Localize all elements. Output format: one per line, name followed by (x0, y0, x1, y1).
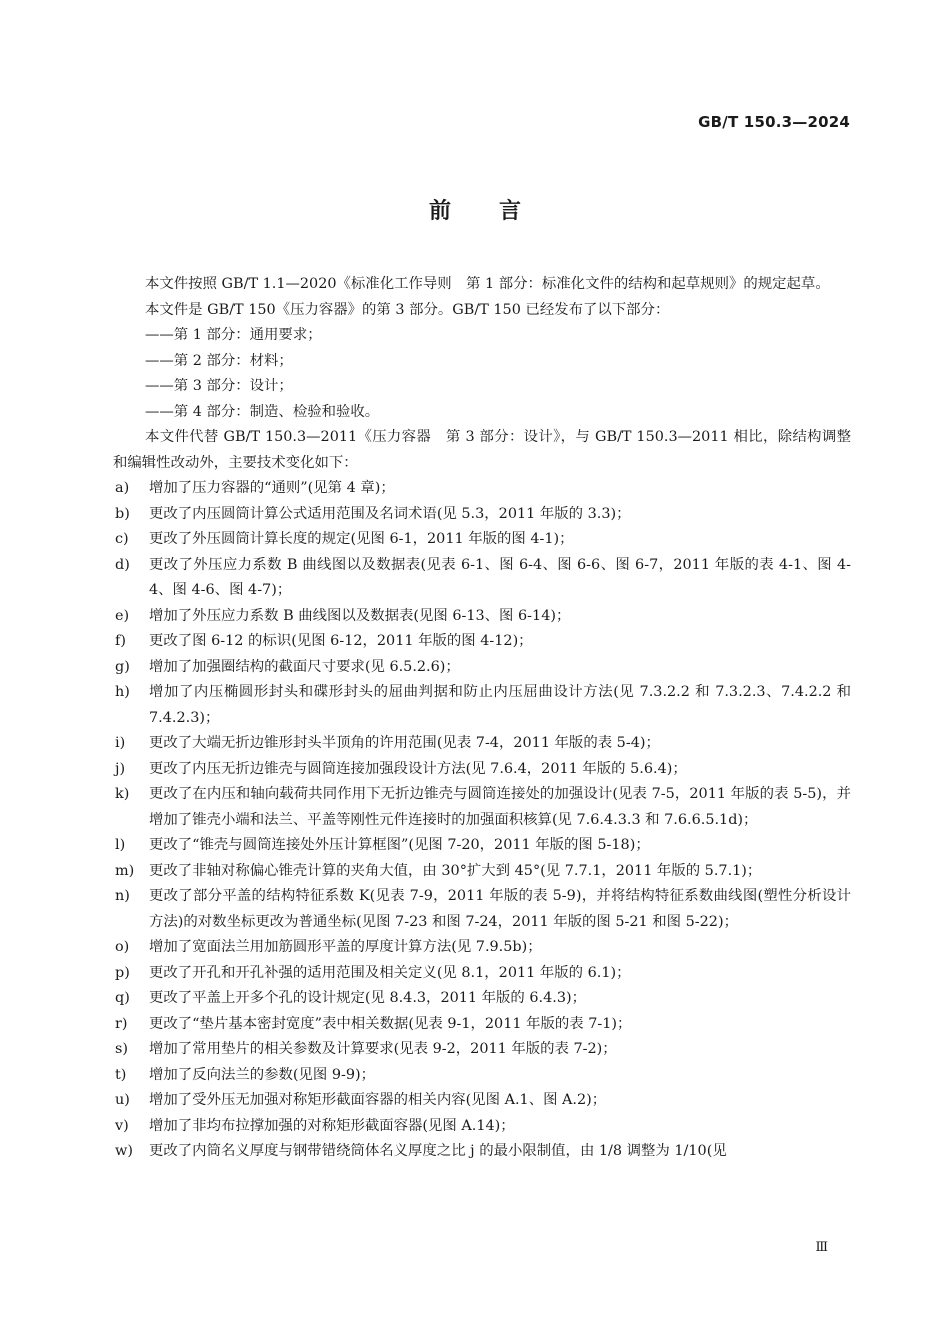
change-item-label: i) (115, 735, 126, 751)
page-number: Ⅲ (815, 1240, 828, 1255)
change-list-item (113, 553, 851, 604)
change-list-item (113, 859, 851, 885)
change-item-text: 更改了内压圆筒计算公式适用范围及名词术语(见 5.3，2011 年版的 3.3)； (149, 505, 631, 522)
change-item-label: g) (115, 658, 130, 675)
change-item-text: 更改了外压圆筒计算长度的规定(见图 6-1，2011 年版的图 4-1)； (149, 531, 574, 547)
change-item-label: h) (115, 684, 130, 700)
change-item-text: 增加了压力容器的“通则”(见第 4 章)； (149, 480, 395, 496)
change-list-item (113, 782, 851, 833)
change-list-item (113, 1037, 851, 1063)
change-item-label: n) (115, 888, 130, 904)
change-item-text: 更改了大端无折边锥形封头半顶角的许用范围(见表 7-4，2011 年版的表 5-4)； (149, 735, 660, 751)
document-body (113, 272, 851, 1165)
change-item-label: v) (115, 1117, 129, 1134)
paragraph-drafting-basis: 本文件按照 GB/T 1.1—2020《标准化工作导则 第 1 部分：标准化文件的结构和起草规则》的规定起草。 (145, 276, 830, 292)
change-item-label: q) (115, 990, 130, 1006)
change-item-label: r) (115, 1015, 128, 1032)
part-list-item: ——第 1 部分：通用要求； (145, 327, 322, 343)
page-title: 前言 (428, 199, 569, 224)
change-item-text: 更改了内筒名义厚度与钢带错绕筒体名义厚度之比 j 的最小限制值，由 1/8 调整为 1/10(见 (149, 1143, 727, 1159)
change-list-item (113, 680, 851, 731)
change-item-text: 更改了非轴对称偏心锥壳计算的夹角大值，由 30°扩大到 45°(见 7.7.1，2011 年版的 5.7.1)； (149, 862, 762, 879)
change-list-item (113, 1063, 851, 1089)
change-item-text: 更改了在内压和轴向载荷共同作用下无折边锥壳与圆筒连接处的加强设计(见表 7-5，2011 年版的表 5-5)，并增加了锥壳小端和法兰、平盖等刚性元件连接时的加强面积核算(见 7.6.4.3.3 和 7.6.6.5.1d)； (149, 786, 851, 828)
change-item-text: 更改了开孔和开孔补强的适用范围及相关定义(见 8.1，2011 年版的 6.1)； (149, 964, 631, 981)
change-list-item (113, 476, 851, 502)
change-item-label: p) (115, 964, 130, 981)
change-item-label: a) (115, 480, 130, 496)
change-item-text: 更改了部分平盖的结构特征系数 K(见表 7-9，2011 年版的表 5-9)，并将结构特征系数曲线图(塑性分析设计方法)的对数坐标更改为普通坐标(见图 7-23 和图 7-24，2011 年版的图 5-21 和图 5-22)； (149, 888, 851, 930)
change-item-label: t) (115, 1066, 127, 1083)
change-list-item (113, 502, 851, 528)
technical-changes-list (113, 476, 851, 1165)
change-item-label: b) (115, 505, 130, 522)
change-item-text: 增加了非均布拉撑加强的对称矩形截面容器(见图 A.14)； (149, 1117, 515, 1134)
change-item-text: 增加了宽面法兰用加筋圆形平盖的厚度计算方法(见 7.9.5b)； (149, 939, 542, 955)
change-item-label: m) (115, 862, 135, 879)
change-item-label: l) (115, 837, 126, 853)
change-item-label: j) (115, 760, 126, 777)
change-list-item (113, 1139, 851, 1165)
change-item-text: 增加了内压椭圆形封头和碟形封头的屈曲判据和防止内压屈曲设计方法(见 7.3.2.2 和 7.3.2.3、7.4.2.2 和 7.4.2.3)； (149, 684, 851, 726)
change-list-item (113, 884, 851, 935)
change-list-item (113, 1114, 851, 1140)
change-list-item (113, 655, 851, 681)
change-item-text: 更改了图 6-12 的标识(见图 6-12，2011 年版的图 4-12)； (149, 633, 533, 649)
change-list-item (113, 1088, 851, 1114)
change-item-text: 增加了受外压无加强对称矩形截面容器的相关内容(见图 A.1、图 A.2)； (149, 1092, 607, 1108)
change-list-item (113, 731, 851, 757)
change-item-label: k) (115, 786, 130, 802)
change-item-text: 更改了平盖上开多个孔的设计规定(见 8.4.3，2011 年版的 6.4.3)； (149, 990, 587, 1006)
change-item-label: u) (115, 1092, 130, 1108)
change-list-item (113, 629, 851, 655)
change-item-label: d) (115, 556, 130, 573)
change-list-item (113, 757, 851, 783)
change-item-text: 增加了常用垫片的相关参数及计算要求(见表 9-2，2011 年版的表 7-2)； (149, 1041, 617, 1057)
paragraph-series-parts: 本文件是 GB/T 150《压力容器》的第 3 部分。GB/T 150 已经发布了以下部分： (145, 301, 670, 318)
change-item-text: 更改了“垫片基本密封宽度”表中相关数据(见表 9-1，2011 年版的表 7-1)； (149, 1015, 632, 1032)
change-item-text: 增加了加强圈结构的截面尺寸要求(见 6.5.2.6)； (149, 658, 460, 675)
standard-code: GB/T 150.3—2024 (698, 113, 850, 131)
part-list-item: ——第 4 部分：制造、检验和验收。 (145, 403, 380, 420)
change-list-item (113, 833, 851, 859)
change-item-label: s) (115, 1041, 128, 1057)
change-item-text: 更改了内压无折边锥壳与圆筒连接加强段设计方法(见 7.6.4，2011 年版的 5.6.4)； (149, 760, 687, 777)
change-list-item (113, 1012, 851, 1038)
change-list-item (113, 986, 851, 1012)
change-item-label: c) (115, 531, 129, 547)
change-item-label: o) (115, 939, 130, 955)
change-item-text: 增加了外压应力系数 B 曲线图以及数据表(见图 6-13、图 6-14)； (149, 607, 571, 624)
change-item-text: 增加了反向法兰的参数(见图 9-9)； (149, 1066, 376, 1083)
change-item-label: f) (115, 633, 126, 649)
change-item-text: 更改了“锥壳与圆筒连接处外压计算框图”(见图 7-20，2011 年版的图 5-18)； (149, 837, 650, 853)
part-list-item: ——第 3 部分：设计； (145, 378, 293, 394)
part-list-item: ——第 2 部分：材料； (145, 352, 293, 369)
change-list-item (113, 527, 851, 553)
change-list-item (113, 961, 851, 987)
change-item-text: 更改了外压应力系数 B 曲线图以及数据表(见表 6-1、图 6-4、图 6-6、图 6-7，2011 年版的表 4-1、图 4-4、图 4-6、图 4-7)； (149, 556, 851, 598)
paragraph-replacement: 本文件代替 GB/T 150.3—2011《压力容器 第 3 部分：设计》，与 GB/T 150.3—2011 相比，除结构调整和编辑性改动外，主要技术变化如下： (113, 429, 851, 471)
change-item-label: w) (115, 1143, 133, 1159)
change-list-item (113, 604, 851, 630)
change-item-label: e) (115, 607, 130, 624)
change-list-item (113, 935, 851, 961)
